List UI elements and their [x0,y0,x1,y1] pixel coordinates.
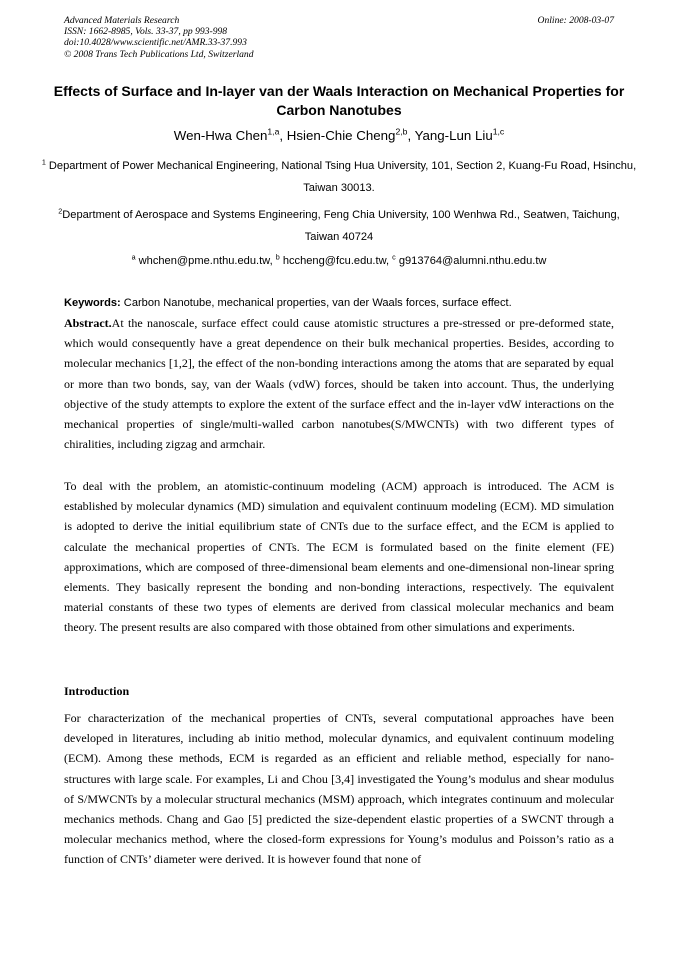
journal-name: Advanced Materials Research [64,15,180,26]
author-affiliation-mark: 2,b [395,126,408,137]
author-name: Yang-Lun Liu [414,128,493,143]
email-list [0,253,678,269]
email-address: hccheng@fcu.edu.tw, [279,255,393,267]
author-name: Hsien-Chie Cheng [286,128,396,143]
email-mark: b [275,252,280,262]
journal-header [64,15,254,60]
affiliation-2 [40,204,638,248]
issn-line: ISSN: 1662-8985, Vols. 33-37, pp 993-998 [64,26,228,38]
email-address: whchen@pme.nthu.edu.tw, [135,255,276,267]
copyright-line: © 2008 Trans Tech Publications Ltd, Switzerland [64,48,254,60]
introduction-heading: Introduction [64,684,130,698]
doi-line: doi:10.4028/www.scientific.net/AMR.33-37.993 [64,37,247,49]
affiliation-text: Department of Power Mechanical Engineering, National Tsing Hua University, 101, Section 2, Kuang-Fu Road, Hsinchu, Taiwan 30013. [45,160,637,194]
author-separator: , [279,128,287,143]
abstract-label: Abstract. [64,316,112,330]
affiliation-mark: 2 [58,206,63,216]
author-affiliation-mark: 1,c [492,126,505,137]
author-name: Wen-Hwa Chen [173,128,268,143]
email-address: g913764@alumni.nthu.edu.tw [395,255,547,267]
keywords-label: Keywords: [64,297,121,309]
introduction-paragraph: For characterization of the mechanical properties of CNTs, several computational approaches have been developed in literatures, including ab initio method, molecular dynamics, and equivalent continuum modeling (ECM). Among these methods, ECM is regarded as an efficient and reliable method, especially for nano-structures with large scale. For examples, Li and Chou [3,4] investigated the Young’s modulus and shear modulus of S/MWCNTs by a molecular structural mechanics (MSM) approach, which integrates continuum and molecular mechanics methods. Chang and Gao [5] predicted the size-dependent elastic properties of a SWCNT through a molecular mechanics method, where the closed-form expressions for Young’s modulus and Poisson’s ratio as a function of CNTs’ diameter were derived. It is however found that none of [64,711,614,867]
email-mark: a [131,252,136,262]
abstract-paragraph [64,313,614,454]
affiliation-text: Department of Aerospace and Systems Engineering, Feng Chia University, 100 Wenhwa Rd., Seatwen, Taichung, Taiwan 40724 [62,209,620,243]
keywords [64,295,614,311]
paper-title: Effects of Surface and In-layer van der Waals Interaction on Mechanical Properties for Carbon Nanotubes [53,83,625,118]
affiliation-mark: 1 [41,157,46,167]
author-separator: , [407,128,415,143]
author-affiliation-mark: 1,a [267,126,280,137]
affiliation-1 [40,155,638,199]
author-list [0,128,678,144]
online-date: Online: 2008-03-07 [537,15,614,26]
email-mark: c [392,252,396,262]
abstract-paragraph-2: To deal with the problem, an atomistic-continuum modeling (ACM) approach is introduced. The ACM is established by molecular dynamics (MD) simulation and equivalent continuum modeling (ECM). MD simulation is adopted to derive the initial equilibrium state of CNTs due to the surface effect, and the ECM is applied to calculate the mechanical properties of CNTs. The ECM is formulated based on the finite element (FE) approximations, which are composed of three-dimensional beam elements and one-dimensional non-linear spring elements. They basically represent the bonding and non-bonding interactions, respectively. The equivalent material constants of these two types of elements are derived from classical molecular mechanics and beam theory. The present results are also compared with those obtained from other simulations and experiments. [64,479,614,635]
keywords-text: Carbon Nanotube, mechanical properties, van der Waals forces, surface effect. [120,297,512,309]
abstract-text: At the nanoscale, surface effect could cause atomistic structures a pre-stressed or pre-deformed state, which would consequently have a great dependence on their bulk mechanical properties. Besides, according to molecular mechanics [1,2], the effect of the non-bonding interactions among the atoms that are separated by equal or more than two bonds, say, van der Waals (vdW) forces, should be taken into account. Thus, the underlying objective of the study attempts to explore the extent of the surface effect and the in-layer vdW interactions on the mechanical properties of single/multi-walled carbon nanotubes(S/MWCNTs) with two different types of chiralities, including zigzag and armchair. [64,316,614,452]
